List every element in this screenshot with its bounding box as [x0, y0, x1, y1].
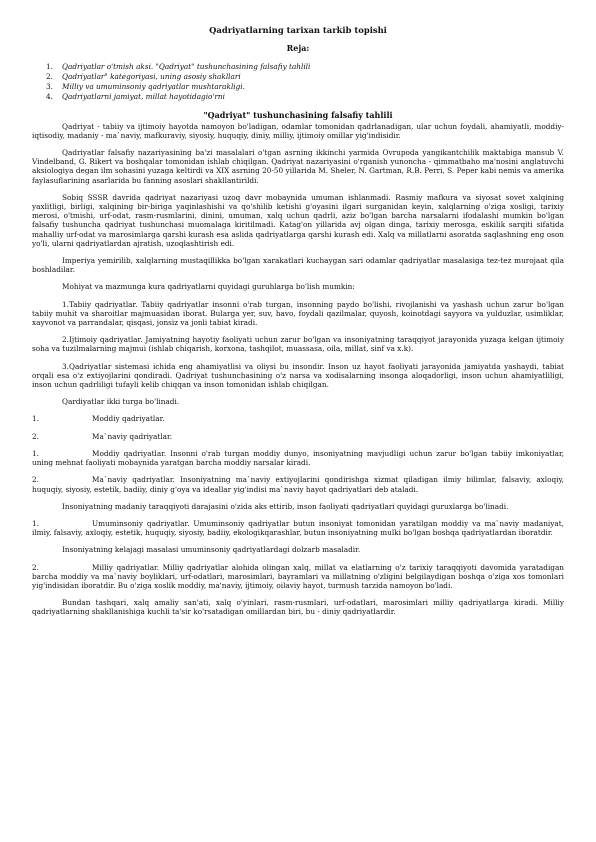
- paragraph: Qadriyatlar falsafiy nazariyasining ba'zi masalalari o'tgan asrning ikkinchi yarmida Ovrupoda yangikantchilik maktabiga mansub V. Vindelband, G. Rikert va boshqalar tomonidan ishlab chiqilgan. Qadriyat nazariyasini o'rganish yunoncha - qimmatbaho ma'nosini anglatuvchi aksiologiya degan ilm sohasini yuzaga keltirdi va XIX asrning 20-50 yillarida M. Sheler, N. Gartman, R.B. Perri, S. Peper kabi nemis va amerika faylasuflarining asarlarida bu fanning asoslari shakllantirildi.: [32, 148, 564, 185]
- paragraph-number: 1.: [32, 448, 39, 458]
- paragraph-text: Moddiy qadriyatlar. Insonni o'rab turgan moddiy dunyo, insoniyatning mavjudligi uchun zarur bo'lgan tabiiy imkoniyatlar, uning mehnat faoliyati mobaynida yaratgan barcha moddiy narsalar kiradi.: [32, 448, 564, 468]
- document-title: Qadriyatlarning tarixan tarkib topishi: [209, 25, 387, 35]
- numbered-paragraph: [32, 449, 564, 467]
- paragraph-number: 2.: [32, 562, 39, 572]
- plan-item-text: Milliy va umuminsoniy qadriyatlar mushtarakligi.: [62, 82, 245, 92]
- paragraph-text: Ma`naviy qadriyatlar. Insoniyatning ma`naviy extiyojlarini qondirishga xizmat qiladigan ilmiy bilimlar, falsaviy, axloqiy, huquqiy, siyosiy, estetik, badiiy, diniy g'oya va ideallar yig'indisi ma`naviy hayot qadriyatlari deb ataladi.: [32, 475, 564, 494]
- paragraph-number: 1.: [32, 518, 39, 528]
- plan-item: [32, 92, 564, 102]
- list-item: [32, 432, 564, 441]
- paragraph-number: 2.: [32, 475, 39, 485]
- plan-item-number: 4.: [46, 92, 53, 102]
- paragraph: Qardiyatlar ikki turga bo'linadi.: [62, 397, 180, 407]
- plan-list: [32, 62, 564, 102]
- list-item-number: 1.: [32, 414, 39, 424]
- list-item-text: Ma`naviy qadriyatlar.: [92, 431, 173, 441]
- paragraph-text: Umuminsoniy qadriyatlar. Umuminsoniy qadriyatlar butun insoniyat tomonidan yaratilgan moddiy va ma`naviy madaniyat, ilmiy, falsaviy, axloqiy, estetik, huquqiy, siyosiy, badiiy, ekologikqarashlar, butun insoniyatning mulki bo'lgan boshqa qadriyatlardan iboratdir.: [32, 518, 564, 538]
- plan-item-number: 1.: [46, 62, 53, 72]
- paragraph: Imperiya yemirilib, xalqlarning mustaqillikka bo'lgan xarakatlari kuchaygan sari odamlar qadriyatlar masalasiga tez-tez murojaat qila boshladilar.: [32, 256, 564, 275]
- list-item: [32, 414, 564, 423]
- numbered-paragraph: [32, 519, 564, 537]
- list-item-text: Moddiy qadriyatlar.: [92, 414, 165, 424]
- numbered-paragraph: [32, 563, 564, 591]
- plan-item-number: 2.: [46, 72, 53, 82]
- paragraph-text: Milliy qadriyatlar. Milliy qadriyatlar alohida olingan xalq, millat va elatlarning o'z tarixiy taraqqiyoti davomida yaratadigan barcha moddiy va ma`naviy boyliklari, urf-odatlari, marosimlari, bayramlari va millatning o'zligini belgilaydigan boshqa o'ziga xos tomonlari yig'indisidan iboratdir. Bu o'ziga xoslik moddiy, ma'naviy, ijtimoiy, oilaviy hayot, turmush tarzida namoyon bo'ladi.: [32, 562, 564, 590]
- paragraph: Mohiyat va mazmunga kura qadriyatlarni quyidagi guruhlarga bo'lish mumkin:: [62, 282, 355, 292]
- numbered-paragraph: [32, 475, 564, 493]
- paragraph: Sobiq SSSR davrida qadriyat nazariyasi uzoq davr mobaynida umuman ishlanmadi. Rasmiy mafkura va siyosat sovet xalqining yaxlitligi, birligi, xalqining bir-biriga yaqinlashishi va qo'shilib ketishi g'oyasini ilgari surganidan keyin, xalqlarning o'ziga xosligi, tarixiy merosi, o'tmishi, urf-odat, rasm-rusmlarini, dinini, umuman, xalq uchun qadrli, aziz bo'lgan barcha narsalarni ifodalashi mumkin bo'lgan falsafiy tushuncha qadriyat tushunchasi muomalaga kiritilmadi. Katag'on yillarida avj olgan dinga, tarixiy merosga, eskilik sarqiti sifatida mahalliy urf-odat va marosimlarga qarshi kurash esa aslida qadriyatlarga qarshi kurash edi. Xalq va millatlarni asoratda saqlashning eng oson yo'li, ularni qadriyatlardan ajratish, uzoqlashtirish edi.: [32, 192, 564, 248]
- section-heading: "Qadriyat" tushunchasining falsafiy tahlili: [203, 110, 393, 121]
- plan-item: [32, 62, 564, 72]
- paragraph: 3.Qadriyatlar sistemasi ichida eng ahamiyatlisi va oliysi bu insondir. Inson uz hayot faoliyati jarayonida jamiyatda yashaydi, tabiat orqali esa o'z extiyojlarini qondiradi. Qadriyat tushunchasining o'z narsa va xodisalarning insonga aloqadorligi, inson uchun ahamiyatliligi, inson uchun qadrliligi tufayli kelib chiqqan va inson tomonidan ishlab chiqilgan.: [32, 361, 564, 390]
- plan-item-text: Qadriyatlarni jamiyat, millat hayotidagio'rni: [62, 92, 225, 102]
- list-item-number: 2.: [32, 431, 39, 441]
- plan-item-number: 3.: [46, 82, 53, 92]
- paragraph: Qadriyat - tabiiy va ijtimoiy hayotda namoyon bo'ladigan, odamlar tomonidan qadrlanadigan, ular uchun foydali, ahamiyatli, moddiy-iqtisodiy, madaniy - ma`naviy, mafkuraviy, siyosiy, huquqiy, diniy, milliy, ijtimoiy omillar yig'indisidir.: [32, 121, 564, 140]
- plan-item-text: Qadriyatlar" kategoriyasi, uning asosiy shakllari: [62, 72, 241, 82]
- paragraph: Insoniyatning madaniy taraqqiyoti darajasini o'zida aks ettirib, inson faoliyati qadriyatlari quyidagi guruxlarga bo'linadi.: [62, 501, 509, 511]
- plan-item: [32, 72, 564, 82]
- plan-label: Reja:: [286, 43, 310, 54]
- paragraph: 2.Ijtimoiy qadriyatlar. Jamiyatning hayotiy faoliyati uchun zarur bo'lgan va insoniyatning taraqqiyot jarayonida yuzaga kelgan ijtimoiy soha va tuzilmalarning majmui (ishlab chiqarish, korxona, tashqilot, muassasa, oila, millat, sinf va x.k).: [32, 335, 564, 354]
- paragraph: Bundan tashqari, xalq amaliy san'ati, xalq o'yinlari, rasm-rusmlari, urf-odatlari, marosimlari milliy qadriyatlarga kiradi. Milliy qadriyatlarning shakllanishiga kuchli ta'sir ko'rsatadigan omillardan biri, bu - diniy qadriyatlardir.: [32, 598, 564, 617]
- paragraph: Insoniyatning kelajagi masalasi umuminsoniy qadriyatlardagi dolzarb masaladir.: [62, 545, 361, 555]
- plan-item: [32, 82, 564, 92]
- plan-item-text: Qadriyatlar o'tmish aksi. "Qadriyat" tushunchasining falsafiy tahlili: [62, 62, 311, 72]
- paragraph: 1.Tabiiy qadriyatlar. Tabiiy qadriyatlar insonni o'rab turgan, insonning paydo bo'lishi, rivojlanishi va yashash uchun zarur bo'lgan tabiiy muhit va sharoitlar majmuasidan iborat. Bularga yer, suv, havo, foydali qazilmalar, quyosh, koinotdagi sayyora va yulduzlar, usimliklar, xayvonot va parrandalar, qisqasi, jonsiz va jonli tabiat kiradi.: [32, 299, 564, 328]
